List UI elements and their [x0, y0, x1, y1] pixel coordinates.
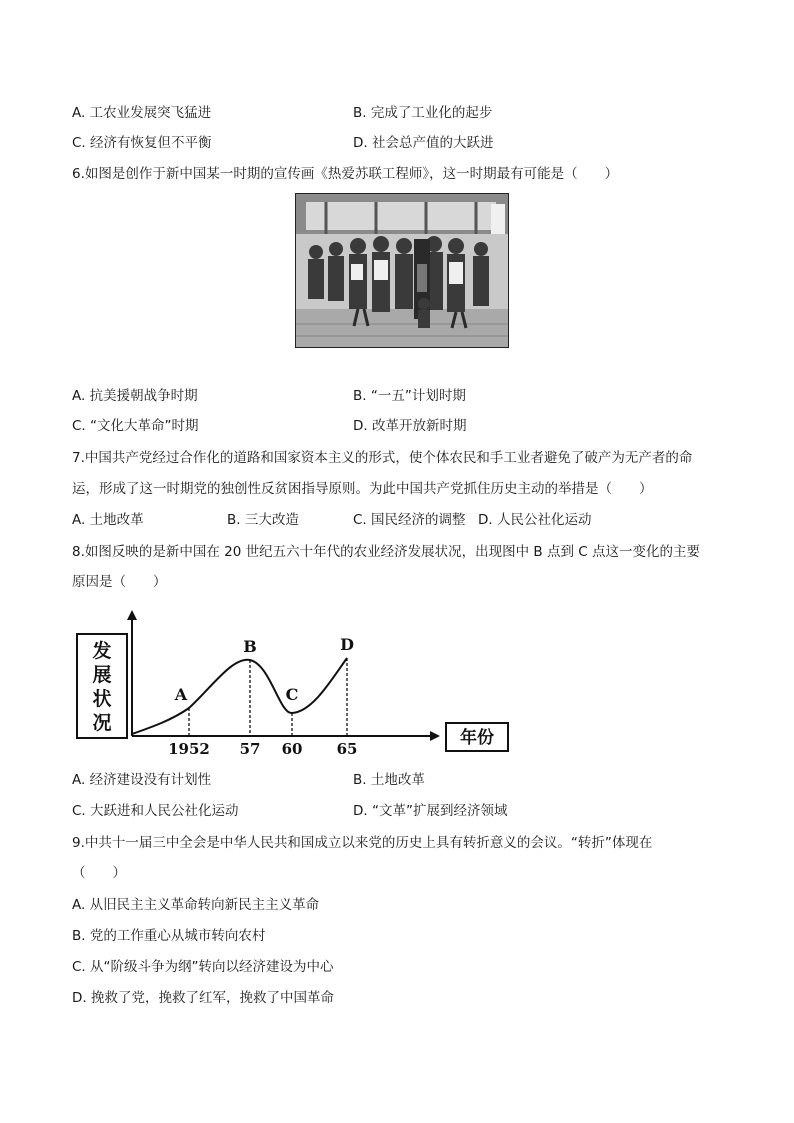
- q7-option-d: D. 人民公社化运动: [478, 512, 592, 528]
- q5-option-c: C. 经济有恢复但不平衡: [72, 135, 212, 151]
- q5-option-b: B. 完成了工业化的起步: [353, 105, 493, 121]
- q6-stem: 6.如图是创作于新中国某一时期的宣传画《热爱苏联工程师》，这一时期最有可能是（ ）: [72, 166, 619, 182]
- q9-option-b: B. 党的工作重心从城市转向农村: [72, 928, 266, 944]
- q6-option-d: D. 改革开放新时期: [353, 418, 467, 434]
- ylabel-char: 展: [92, 664, 112, 686]
- q6-option-b: B. “一五”计划时期: [353, 388, 466, 404]
- ylabel-char: 状: [92, 688, 112, 710]
- y-axis-arrow: [127, 610, 137, 620]
- q8-option-c: C. 大跃进和人民公社化运动: [72, 803, 239, 819]
- q8-stem-line2: 原因是（ ）: [72, 574, 167, 590]
- development-chart: [72, 602, 522, 762]
- x-tick-label: 65: [336, 740, 358, 758]
- q6-option-c: C. “文化大革命”时期: [72, 418, 199, 434]
- x-tick-label: 57: [239, 740, 261, 758]
- point-label-c: C: [285, 685, 299, 704]
- q5-option-a: A. 工农业发展突飞猛进: [72, 105, 212, 121]
- q7-stem-line1: 7.中国共产党经过合作化的道路和国家资本主义的形式，使个体农民和手工业者避免了破产为无产者的命: [72, 450, 693, 466]
- point-label-a: A: [174, 685, 188, 704]
- q9-stem: 9.中共十一届三中全会是中华人民共和国成立以来党的历史上具有转折意义的会议。“转折”体现在: [72, 835, 653, 851]
- ylabel-char: 发: [92, 640, 112, 662]
- x-tick-label: 60: [281, 740, 303, 758]
- q7-option-b: B. 三大改造: [227, 512, 299, 528]
- propaganda-painting-illustration: [296, 194, 508, 347]
- q8-option-d: D. “文革”扩展到经济领域: [353, 803, 508, 819]
- q7-option-c: C. 国民经济的调整: [353, 512, 466, 528]
- q9-option-c: C. 从“阶级斗争为纲”转向以经济建设为中心: [72, 959, 334, 975]
- trend-curve: [132, 658, 347, 734]
- q8-option-a: A. 经济建设没有计划性: [72, 772, 212, 788]
- point-label-d: D: [340, 635, 354, 654]
- point-label-b: B: [243, 637, 257, 656]
- ylabel-char: 况: [92, 712, 112, 734]
- q9-paren: （ ）: [72, 865, 126, 881]
- q7-stem-line2: 运，形成了这一时期党的独创性反贫困指导原则。为此中国共产党抓住历史主动的举措是（ ）: [72, 481, 653, 497]
- propaganda-painting-image: [295, 193, 509, 348]
- q9-option-a: A. 从旧民主主义革命转向新民主主义革命: [72, 897, 320, 913]
- xlabel-text: 年份: [460, 728, 494, 748]
- q8-stem-line1: 8.如图反映的是新中国在 20 世纪五六十年代的农业经济发展状况，出现图中 B 点到 C 点这一变化的主要: [72, 544, 700, 560]
- q6-option-a: A. 抗美援朝战争时期: [72, 388, 198, 404]
- x-axis-arrow: [430, 731, 440, 741]
- q5-option-d: D. 社会总产值的大跃进: [353, 135, 494, 151]
- q7-option-a: A. 土地改革: [72, 512, 144, 528]
- x-tick-label: 1952: [168, 740, 210, 758]
- q8-option-b: B. 土地改革: [353, 772, 425, 788]
- q9-option-d: D. 挽救了党，挽救了红军，挽救了中国革命: [72, 990, 334, 1006]
